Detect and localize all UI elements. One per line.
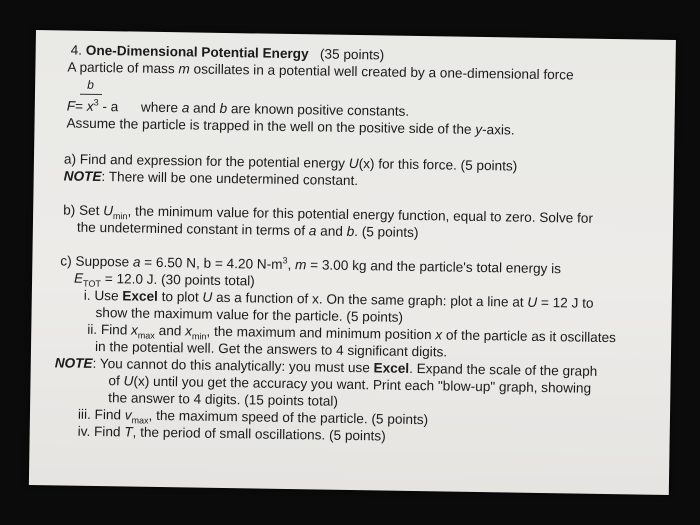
part-c-ii-line2: in the potential well. Get the answers to 4 significant digits. xyxy=(94,338,448,360)
problem-number: 4. xyxy=(70,42,83,58)
part-b-question: b) Set $U_{min}$, the minimum value for this potential energy function, equal to zero. Solve for xyxy=(63,202,594,226)
part-a-note: NOTE: There will be one undetermined constant. xyxy=(63,168,359,189)
part-a-question: a) Find and expression for the potential energy U(x) for this force. (5 points) xyxy=(63,151,518,174)
part-c-ii: ii. Find $x_{max}$ and $x_{min}$, the maximum and minimum position x of the particle as it oscillates xyxy=(87,321,617,346)
part-c-iii: iii. Find $v_{max}$, the maximum speed of the particle. (5 points) xyxy=(77,406,429,428)
part-c-total-energy: $E_{TOT} = 12.0$ J. (30 points total) xyxy=(73,270,255,289)
formula-line: $F= x^3 - a$ where a and b are known positive constants. xyxy=(66,97,410,119)
formula-numerator: b xyxy=(87,77,94,92)
part-c-given: c) Suppose a = 6.50 N, b = 4.20 $N-m^3$, m = 3.00 kg and the particle's total energy is xyxy=(60,253,562,277)
problem-assumption: Assume the particle is trapped in the well on the positive side of the y-axis. xyxy=(66,115,515,138)
formula-fraction-bar xyxy=(80,94,102,95)
problem-intro: A particle of mass m oscillates in a potential well created by a one-dimensional force xyxy=(67,59,574,83)
part-c-i-line2: show the maximum value for the particle. (5 points) xyxy=(95,304,404,325)
part-c-i: i. Use Excel to plot U as a function of x. On the same graph: plot a line at U = 12 J to xyxy=(83,287,594,311)
part-b-question-line2: the undetermined constant in terms of a and b. (5 points) xyxy=(76,219,419,241)
document-page xyxy=(29,30,676,495)
part-c-note-line3: the answer to 4 digits. (15 points total) xyxy=(108,390,339,409)
problem-points: (35 points) xyxy=(319,46,385,63)
part-c-note: NOTE: You cannot do this analytically: you must use Excel. Expand the scale of the graph xyxy=(54,355,598,379)
part-c-iv: iv. Find T, the period of small oscillations. (5 points) xyxy=(77,423,386,444)
problem-title: One-Dimensional Potential Energy xyxy=(85,42,309,62)
part-c-note-line2: of U(x) until you get the accuracy you want. Print each "blow-up" graph, showing xyxy=(108,373,592,396)
